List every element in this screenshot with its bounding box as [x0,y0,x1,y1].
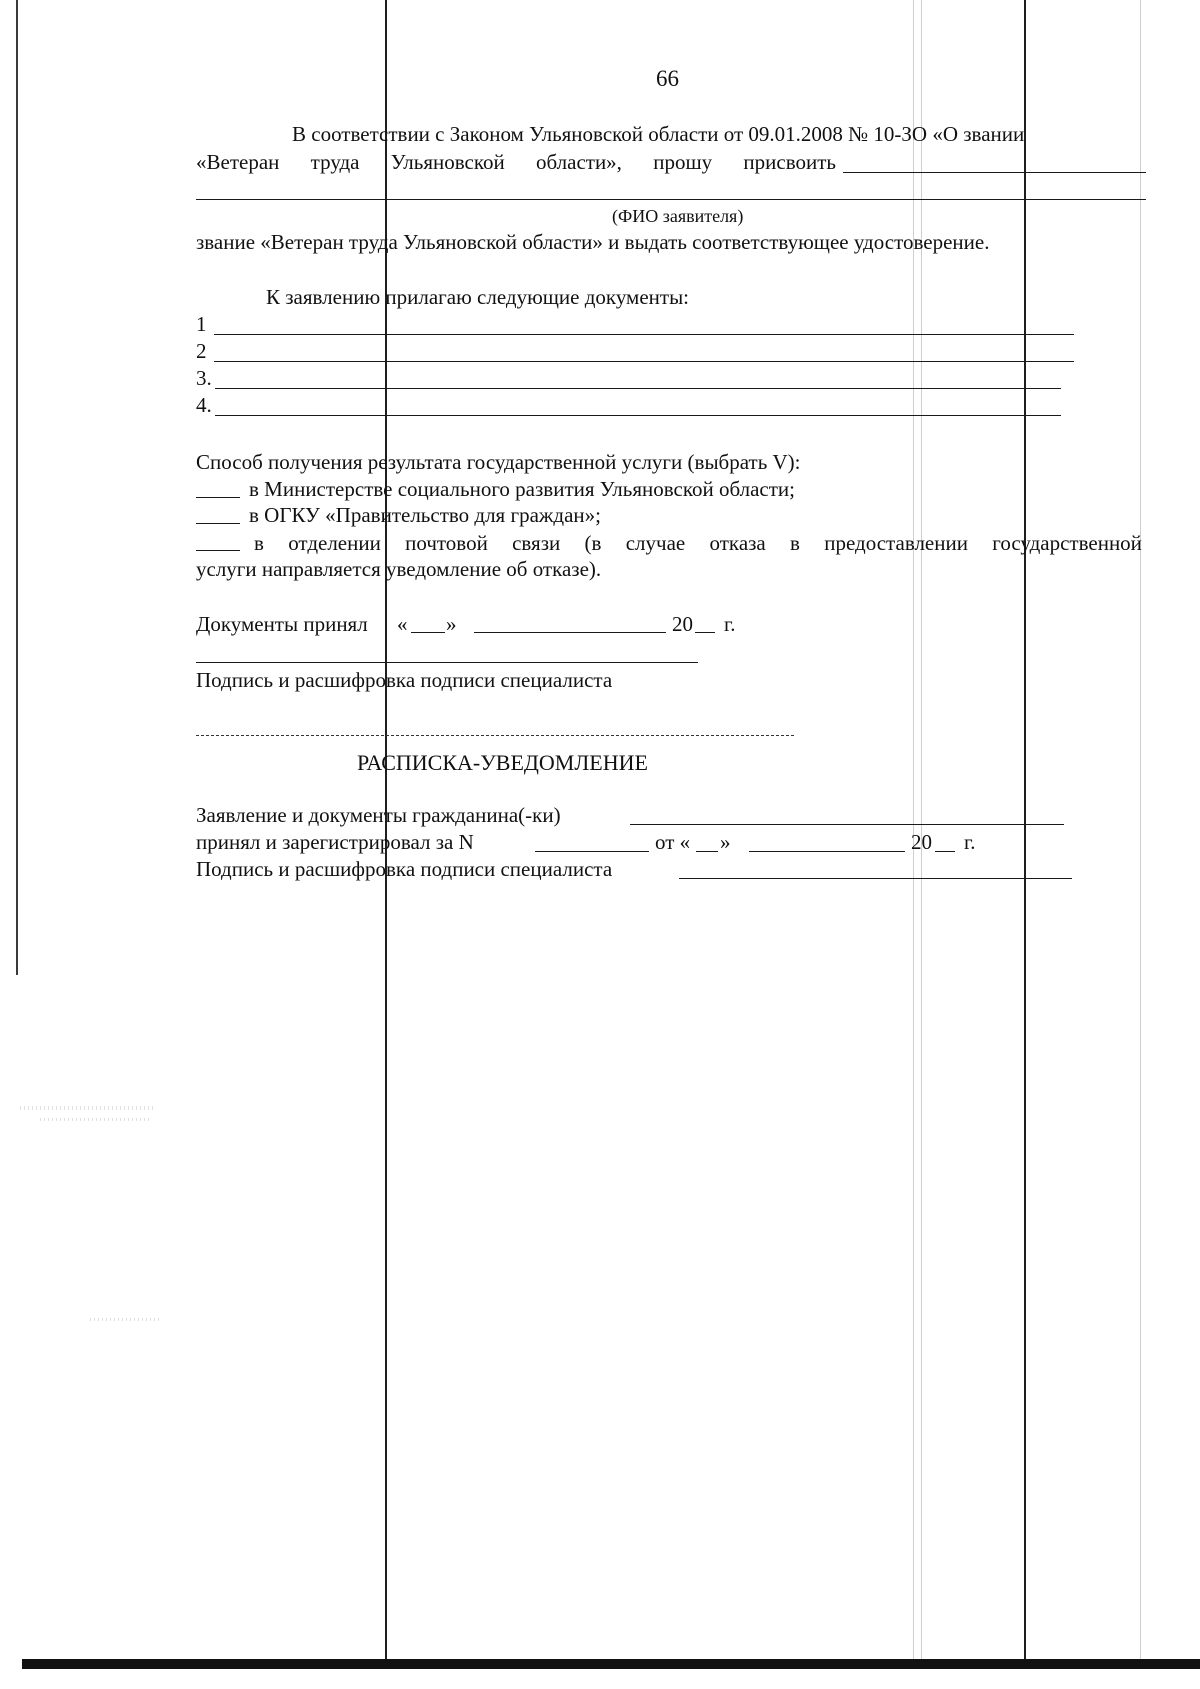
attachment-blank[interactable] [215,415,1061,416]
scan-noise [20,1106,155,1110]
accepted-month-blank[interactable] [474,632,666,633]
accepted-quote-close: » [446,612,457,636]
delivery-word: в [254,531,264,555]
intro-line-2 [196,152,836,173]
intro-word: «Ветеран [196,150,280,174]
delivery-word: государственной [992,531,1142,555]
receipt-line-3: Подпись и расшифровка подписи специалиста [196,857,613,881]
delivery-word: отказа [709,531,766,555]
attachment-number: 2 [196,339,207,363]
accepted-year-suffix: г. [724,612,736,636]
delivery-word: связи [512,531,561,555]
delivery-option-ministry: в Министерстве социального развития Ульяновской области; [249,477,795,501]
receipt-month-blank[interactable] [749,851,905,852]
intro-line-3: звание «Ветеран труда Ульяновской области» и выдать соответствующее удостоверение. [196,230,990,254]
accepted-year-prefix: 20 [672,612,693,636]
applicant-name-blank-full[interactable] [196,199,1146,200]
receipt-year-prefix: 20 [911,830,932,854]
attachment-blank[interactable] [214,361,1074,362]
intro-line-1: В соответствии с Законом Ульяновской области от 09.01.2008 № 10-ЗО «О звании [292,122,1025,146]
specialist-signature-caption: Подпись и расшифровка подписи специалиста [196,668,613,692]
fio-caption: (ФИО заявителя) [612,206,744,226]
page-number: 66 [656,66,679,91]
scan-noise [90,1318,160,1321]
delivery-option-checkbox-blank[interactable] [196,550,240,551]
accepted-quote-open: « [397,612,408,636]
receipt-day-blank[interactable] [696,851,718,852]
receipt-year-blank[interactable] [935,851,955,852]
receipt-title: РАСПИСКА-УВЕДОМЛЕНИЕ [357,750,648,775]
intro-word: прошу [653,150,713,174]
accepted-day-blank[interactable] [411,632,445,633]
delivery-word: в [790,531,800,555]
scan-faint-column [1140,0,1141,1662]
intro-word: Ульяновской [390,150,505,174]
delivery-word: предоставлении [824,531,968,555]
receipt-year-suffix: г. [964,830,976,854]
specialist-signature-blank[interactable] [196,662,698,663]
delivery-word: случае [625,531,686,555]
receipt-line-2-label: принял и зарегистрировал за N [196,830,474,854]
delivery-heading: Способ получения результата государственной услуги (выбрать V): [196,450,801,474]
intro-word: области», [535,150,622,174]
accepted-year-blank[interactable] [695,632,715,633]
scan-noise [40,1118,150,1121]
attachments-heading: К заявлению прилагаю следующие документы: [266,285,690,309]
accepted-label: Документы принял [196,612,368,636]
receipt-from-label: от « [655,830,691,854]
intro-word: присвоить [743,150,836,174]
receipt-signature-blank[interactable] [679,878,1072,879]
delivery-word: отделении [288,531,381,555]
delivery-option-government-for-citizens: в ОГКУ «Правительство для граждан»; [249,503,601,527]
delivery-option-checkbox-blank[interactable] [196,523,240,524]
intro-word: труда [310,150,360,174]
citizen-name-blank[interactable] [630,824,1064,825]
applicant-name-blank[interactable] [843,172,1146,173]
scan-left-edge [16,0,18,975]
attachment-blank[interactable] [214,334,1074,335]
attachment-blank[interactable] [215,388,1061,389]
registration-number-blank[interactable] [535,851,649,852]
delivery-option-post-line-2: услуги направляется уведомление об отказе). [196,557,602,581]
receipt-quote-close: » [720,830,731,854]
delivery-option-post [254,533,1142,554]
delivery-word: (в [584,531,602,555]
scan-bottom-edge [22,1659,1200,1669]
delivery-word: почтовой [405,531,488,555]
attachment-number: 1 [196,312,207,336]
cut-line [196,735,794,736]
scan-vertical-line-right [1024,0,1026,1662]
delivery-option-checkbox-blank[interactable] [196,497,240,498]
receipt-line-1: Заявление и документы гражданина(-ки) [196,803,561,827]
attachment-number: 3. [196,366,212,390]
attachment-number: 4. [196,393,212,417]
